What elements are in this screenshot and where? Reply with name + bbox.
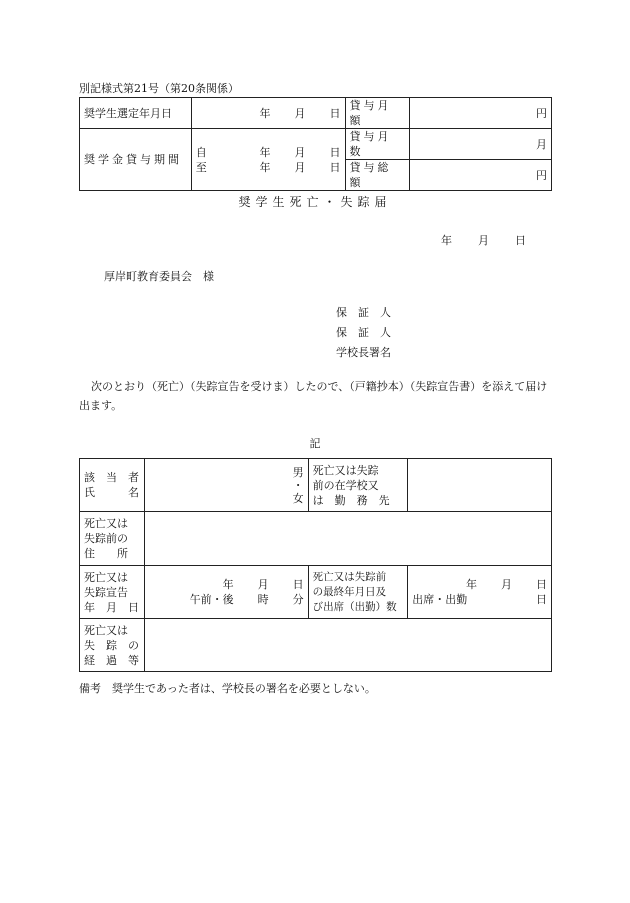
day-unit: 日 <box>329 145 341 159</box>
loan-months-label: 貸与月数 <box>345 129 410 160</box>
yen-unit: 円 <box>536 106 547 120</box>
year-unit: 年 <box>259 160 271 174</box>
signatory-principal[interactable]: 学校長署名 <box>336 346 391 359</box>
month-unit: 月 <box>501 578 512 591</box>
day-unit: 日 <box>292 578 304 591</box>
month-unit: 月 <box>294 145 306 159</box>
last-attendance-label: 死亡又は失踪前 の最終年月日及 び出席（出勤）数 <box>308 566 408 619</box>
last-attendance-field[interactable] <box>408 566 552 619</box>
sex-male[interactable]: 男 <box>292 465 304 479</box>
detail-table <box>79 458 552 672</box>
month-unit: 月 <box>294 160 306 174</box>
hour-unit: 時 <box>257 593 269 606</box>
day-unit: 日 <box>329 160 341 174</box>
am-pm-choice[interactable]: 午前・後 <box>189 593 234 606</box>
school-field[interactable] <box>408 459 552 512</box>
form-number-label: 別記様式第21号（第20条関係） <box>79 82 239 95</box>
loan-period-field[interactable] <box>191 129 345 191</box>
attendance-choice[interactable]: 出席・出勤 <box>412 593 468 606</box>
signatory-guarantor-1[interactable]: 保 証 人 <box>336 306 391 319</box>
day-unit: 日 <box>329 106 341 120</box>
selection-date-field[interactable] <box>191 98 345 129</box>
sex-separator: ・ <box>292 478 304 492</box>
subject-name-label: 該 当 者 氏 名 <box>80 459 145 512</box>
loan-info-table <box>79 97 552 191</box>
to-label: 至 <box>195 160 207 174</box>
monthly-amount-label: 貸与月額 <box>345 98 410 129</box>
year-unit: 年 <box>466 578 477 591</box>
subject-name-field[interactable] <box>144 459 308 512</box>
month-unit: 月 <box>294 106 306 120</box>
month-unit: 月 <box>536 137 547 151</box>
day-unit: 日 <box>536 593 547 606</box>
yen-unit: 円 <box>536 168 547 182</box>
loan-total-label: 貸与総額 <box>345 160 410 191</box>
address-field[interactable] <box>144 512 551 566</box>
minute-unit: 分 <box>292 593 304 606</box>
death-date-field[interactable] <box>144 566 308 619</box>
monthly-amount-field[interactable] <box>410 98 552 129</box>
school-label: 死亡又は失踪 前の在学校又 は 勤 務 先 <box>308 459 408 512</box>
year-unit: 年 <box>259 106 271 120</box>
recipient: 厚岸町教育委員会 様 <box>104 270 214 283</box>
form-title: 奨学生死亡・失踪届 <box>238 195 392 209</box>
selection-date-label: 奨学生選定年月日 <box>80 98 192 129</box>
course-field[interactable] <box>144 619 551 672</box>
address-label: 死亡又は 失踪前の 住 所 <box>80 512 145 566</box>
year-unit: 年 <box>441 234 452 247</box>
day-unit: 日 <box>536 578 547 591</box>
sex-female[interactable]: 女 <box>292 491 304 505</box>
day-unit: 日 <box>515 234 526 247</box>
loan-period-label: 奨学金貸与期間 <box>80 129 192 191</box>
from-label: 自 <box>195 145 207 159</box>
body-text: 次のとおり（死亡）（失踪宣告を受けま）したので、（戸籍抄本）（失踪宣告書）を添えて届け出ます。 <box>79 380 548 412</box>
signatory-guarantor-2[interactable]: 保 証 人 <box>336 326 391 339</box>
month-unit: 月 <box>478 234 489 247</box>
submit-date[interactable] <box>441 232 526 248</box>
month-unit: 月 <box>257 578 269 591</box>
loan-total-field[interactable] <box>410 160 552 191</box>
ki-label: 記 <box>309 437 321 450</box>
death-date-label: 死亡又は 失踪宣告 年 月 日 <box>80 566 145 619</box>
year-unit: 年 <box>259 145 271 159</box>
year-unit: 年 <box>222 578 234 591</box>
loan-months-field[interactable] <box>410 129 552 160</box>
course-label: 死亡又は 失 踪 の 経 過 等 <box>80 619 145 672</box>
note: 備考 奨学生であった者は、学校長の署名を必要としない。 <box>79 682 376 695</box>
